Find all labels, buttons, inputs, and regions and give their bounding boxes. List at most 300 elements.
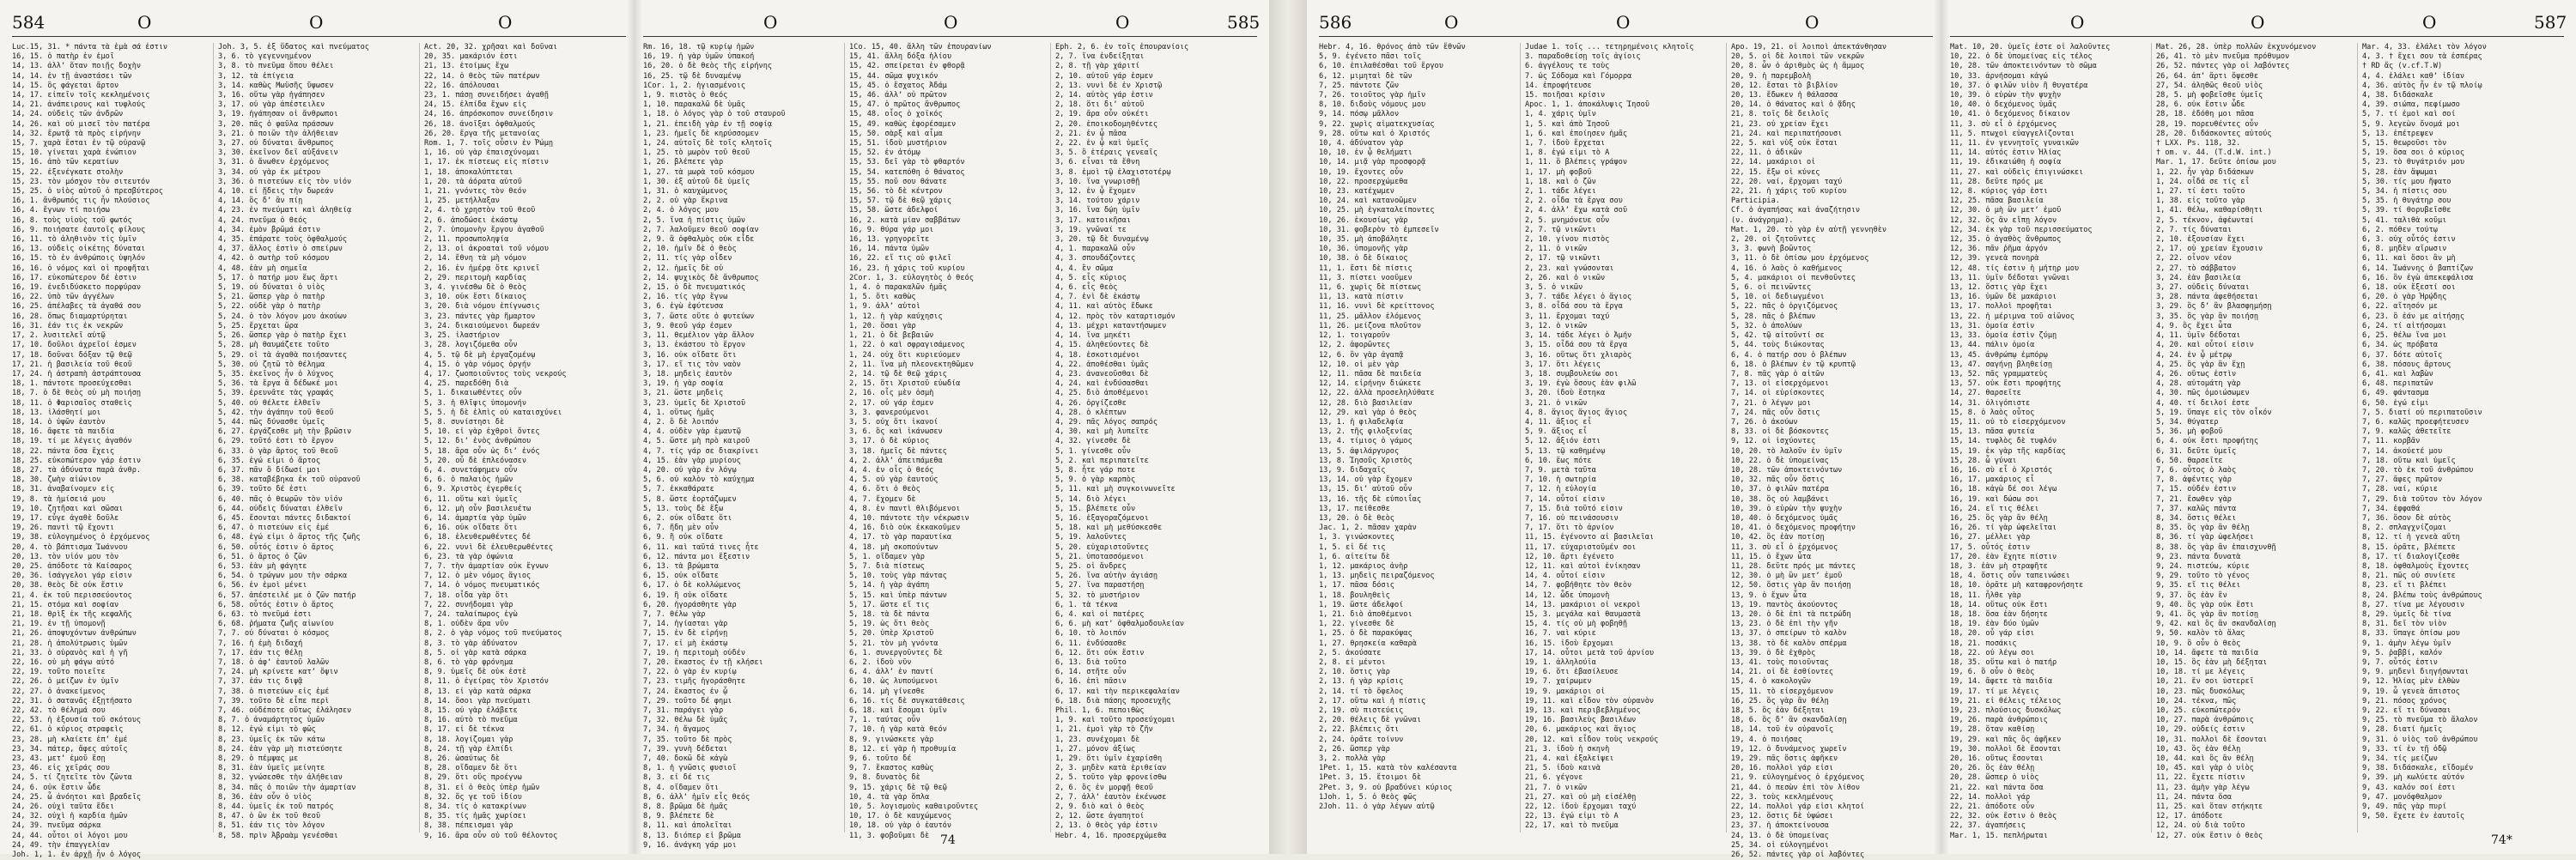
index-entry: 4, 2. ὃ δὲ λοιπόν [643, 417, 719, 427]
index-entry: 8, 24. βλέπω τοὺς ἀνθρώπους [2362, 590, 2482, 600]
index-entry: 2Joh. 11. ὁ γὰρ λέγων αὐτῷ [1319, 802, 1435, 812]
index-entry: 15, 11. τὸ εἰσερχόμενον [1731, 687, 1833, 696]
index-entry: 1, 41. θέλω, καθαρίσθητι [2156, 206, 2263, 215]
index-entry: 20, 12. ἔσται τὸ βιβλίον [1731, 81, 1838, 90]
index-entry: 8, 44. ὑμεῖς ἐκ τοῦ πατρός [218, 802, 334, 812]
index-entry: 2, 10. ἡμῖν δὲ ὁ θεὸς [643, 245, 737, 254]
index-entry: 9, 49. πᾶς γὰρ πυρί [2362, 802, 2447, 812]
index-entry: 10, 32. πᾶς οὖν ὅστις [1731, 475, 1825, 485]
index-entry: 7, 12. ἡ εὐλογία [1525, 485, 1596, 494]
index-entry: 3, 21. ὁ ποιῶν τὴν ἀλήθειαν [218, 129, 338, 138]
index-entry: 22, 31. ὁ σατανᾶς ἐξῃτήσατο [12, 696, 132, 706]
index-entry: 13, 47. σαγήνῃ βληθείσῃ [1950, 360, 2052, 369]
index-entry: 18, 22. οὐ λέγω σοι [1950, 648, 2035, 657]
index-entry: 4, 12. πρὸς τὸν καταρτισμόν [1055, 312, 1176, 321]
index-entry: 6, 49. φάντασμα [2362, 389, 2429, 398]
index-entry: 7, 8. πᾶς γὰρ ὁ αἰτῶν [1731, 369, 1825, 379]
index-entry: 12, 30. ὁ μὴ ὢν μετʼ ἐμοῦ [1731, 572, 1843, 581]
index-entry: 10, 18. τί με λέγεις [2156, 668, 2245, 677]
index-entry: Mat. 1, 20. τὸ γὰρ ἐν αὐτῇ γεννηθὲν [1731, 225, 1887, 234]
index-entry: 15, 44. σῶμα ψυχικόν [849, 71, 939, 81]
index-entry: 16, 25. ἀπέλαβες τὰ ἀγαθά σου [12, 302, 142, 312]
index-entry: 6, 22. νυνὶ δὲ ἐλευθερωθέντες [424, 542, 554, 552]
index-entry: 26, 52. πάντες γὰρ οἱ λαβόντες [2156, 62, 2290, 71]
index-entry: 10, 25. εὐκοπώτερόν [2156, 706, 2241, 716]
index-entry: 5, 25. οἱ ἄνδρες [1055, 561, 1127, 571]
index-entry: 2, 6. ἀποδώσει ἑκάστῳ [424, 215, 518, 225]
index-entry: 8, 9. βλέπετε δὲ [643, 812, 714, 821]
index-entry: 5, 25. ἔρχεται ὥρα [218, 321, 299, 330]
index-entry: 5, 32. ὁ ἀπολύων [1731, 321, 1802, 330]
index-entry: 2, 14. τί τὸ ὄφελος [1319, 687, 1404, 696]
index-entry: 23, 28. μὴ κλαίετε ἐπʼ ἐμέ [12, 735, 128, 744]
index-entry: 7, 10. ἡ σωτηρία [1525, 475, 1596, 485]
index-entry: 3, 8. ἐμοὶ τῷ ἐλαχιστοτέρῳ [1055, 167, 1171, 177]
index-entry: 21, 24. καὶ περιπατήσουσι [1731, 129, 1843, 138]
index-entry: 9, 40. ὃς γὰρ οὐκ ἔστι [2156, 600, 2254, 609]
index-entry: Joh. 3, 5. ἐξ ὕδατος καὶ πνεύματος [218, 43, 369, 51]
index-entry: † LXX. Ps. 118, 32. [2156, 139, 2241, 148]
index-entry: 20, 16. πολλοὶ γάρ εἰσι [1731, 764, 1833, 773]
index-entry: 4, 25. ὃς γὰρ ἂν ἔχῃ [2156, 360, 2245, 369]
index-entry: 21, 23. οὐ χρείαν ἔχει [1731, 119, 1829, 129]
index-entry: 6, 1. συνεργοῦντες δὲ [849, 648, 943, 657]
index-entry: 11, 22. ἔχετε πίστιν [2156, 773, 2245, 783]
index-entry: 4, 11. ὑμῖν δέδοται [2156, 331, 2241, 341]
index-entry: 7, 37. καλῶς πάντα [2156, 504, 2237, 513]
index-entry: 7, 5. διατί οὐ περιπατοῦσιν [2362, 408, 2482, 417]
index-entry: 2, 16. τίς γὰρ ἔγνω [643, 293, 728, 302]
index-entry: 4, 23. ἐν πνεύματι καὶ ἀληθείᾳ [218, 206, 352, 215]
index-entry: 1, 22. γίνεσθε δὲ [1319, 620, 1394, 629]
index-entry: 9, 22. χωρὶς αἱματεκχυσίας [1319, 119, 1435, 129]
index-entry: 3, 20. ἰδοὺ ἕστηκα [1525, 389, 1606, 398]
column-letter: O [1805, 12, 1820, 33]
index-entry: 16, 22. ὑπὸ τῶν ἀγγέλων [12, 293, 114, 302]
index-entry: † om. v. 44. (T.d.W. int.) [2156, 148, 2272, 158]
index-entry: 6, 16. ἐπὶ πᾶσιν [1055, 677, 1127, 687]
index-entry: 13, 16. ὑμῶν δὲ μακάριοι [1950, 293, 2057, 302]
index-entry: 10, 43. ὃς ἐὰν θέλῃ [2156, 744, 2241, 754]
index-entry: 16, 8. τοὺς υἱοὺς τοῦ φωτός [12, 215, 132, 225]
index-entry: 2, 5. μνημόνευε οὖν [1525, 215, 1610, 225]
index-entry: 23, 12. ὅστις δὲ ὑψώσει [1731, 812, 1833, 821]
index-entry: 7, 26. ὁ ἀκούων [1731, 417, 1798, 427]
index-entry: 10, 20. τὸ λαλοῦν ἐν ὑμῖν [1731, 446, 1843, 456]
index-entry: 12, 32. ὃς ἂν εἴπῃ λόγον [1950, 215, 2057, 225]
index-entry: 13, 1. ἡ φιλαδελφία [1319, 417, 1404, 427]
column [1950, 43, 2146, 841]
index-entry: 21, 4. καὶ ἐξαλείψει [1525, 754, 1614, 764]
index-entry: 5, 13. τοὺς δὲ ἔξω [643, 504, 724, 513]
index-entry: 9, 47. μονόφθαλμον [2362, 792, 2443, 802]
index-entry: Apo. 19, 21. οἱ λοιποὶ ἀπεκτάνθησαν [1731, 43, 1887, 51]
index-entry: 8, 27. τίνα με λέγουσιν [2362, 600, 2464, 609]
index-entry: 4, 34. ἐμὸν βρῶμά ἐστιν [218, 225, 320, 234]
index-entry: 6, 12. πάντα μοι ἔξεστιν [643, 552, 750, 561]
index-entry: 18, 10. ὁρᾶτε μὴ καταφρονήσητε [1950, 581, 2084, 590]
index-entry: 6, 4. οὐκ ἔστι προφήτης [2156, 437, 2258, 446]
index-entry: 13, 37. ὁ σπείρων τὸ καλὸν [1731, 629, 1847, 639]
index-entry: 19, 17. τί με λέγεις [1950, 687, 2039, 696]
index-entry: 8, 15. οὐ γὰρ ἐλάβετε [424, 706, 518, 716]
page-585 [635, 0, 1269, 854]
index-entry: 2, 19. ἄρα οὖν οὐκέτι [1055, 110, 1149, 119]
index-entry: 3, 10. ἵνα γνωρισθῇ [1055, 177, 1140, 186]
index-entry: 12, 50. ὅστις γὰρ ἂν ποιήσῃ [1731, 581, 1851, 590]
index-entry: 4, 20. οὐ γὰρ ἐν λόγῳ [643, 465, 737, 475]
index-entry: 3, 20. πᾶς ὁ φαῦλα πράσσων [218, 119, 334, 129]
index-entry: 15, 41. ἄλλη δόξα ἡλίου [849, 52, 951, 62]
index-entry: 18, 5. ὃς ἐὰν δέξηται [1731, 706, 1825, 716]
index-entry: 5, 14. διὸ λέγει [1055, 494, 1127, 504]
index-entry: 1, 20. τὰ ἀόρατα αὐτοῦ [424, 177, 522, 186]
index-entry: 15, 52. ἐν ἀτόμῳ [849, 148, 920, 158]
header-rule [643, 36, 1257, 37]
index-entry: 7, 29. διὰ τοῦτον τὸν λόγον [2362, 494, 2482, 504]
index-entry: 13, 12. ὅστις γὰρ ἔχει [1950, 283, 2048, 293]
index-entry: 5, 22. πᾶς ὁ ὀργιζόμενος [1731, 302, 1838, 312]
index-entry: 6, 17. ὁ δὲ κολλώμενος [643, 581, 741, 590]
index-entry: 4, 22. ἀποθέσθαι ὑμᾶς [1055, 360, 1149, 369]
index-entry: Eph. 2, 6. ἐν τοῖς ἐπουρανίοις [1055, 43, 1189, 51]
index-entry: 1, 10. παρακαλῶ δὲ ὑμᾶς [643, 100, 745, 110]
index-entry: 15, 50. σὰρξ καὶ αἷμα [849, 129, 943, 138]
index-entry: 9, 12. οἱ ἰσχύοντες [1731, 437, 1816, 446]
index-entry: 9, 42. καὶ ὃς ἂν σκανδαλίσῃ [2156, 620, 2276, 629]
index-entry: 2, 10. ὅστις γὰρ [1319, 668, 1390, 677]
index-entry: 1, 27. μόνον ἀξίως [1055, 744, 1136, 754]
index-entry: 5, 11. καὶ μὴ συγκοινωνεῖτε [1055, 485, 1176, 494]
index-entry: 10, 23. κατέχωμεν [1319, 187, 1394, 197]
index-entry: 5, 9. λεγεὼν ὄνομά μοι [2362, 119, 2460, 129]
index-entry: 4, 26. ὀργίζεσθε [1055, 398, 1127, 408]
index-entry: 5, 19. ὕπαγε εἰς τὸν οἶκόν [2156, 408, 2272, 417]
index-entry: 18, 16. ἄφετε τὰ παιδία [12, 427, 114, 437]
index-entry: 7, 34. ἐφφαθά [2362, 504, 2421, 513]
index-entry: 2, 14. ἔθνη τὰ μὴ νόμον [424, 254, 526, 263]
page-header [1941, 12, 2576, 34]
index-entry: 2, 17. τῷ νικῶντι [1525, 254, 1601, 263]
index-entry: 9, 43. καλόν σοί ἐστι [2362, 783, 2456, 792]
index-entry: 11, 3. φοβοῦμαι δὲ [849, 831, 930, 840]
index-entry: 14, 24. οὐδεὶς τῶν ἀνδρῶν [12, 110, 124, 119]
index-entry: 16, 9. θύρα γάρ μοι [849, 225, 934, 234]
index-entry: 11, 3. σὺ εἶ ὁ ἐρχόμενος [1731, 542, 1838, 552]
index-entry: 6, 16. οὐκ οἴδατε ὅτι [424, 524, 518, 533]
index-entry: 4, 17. ζωοποιοῦντος τοὺς νεκρούς [424, 369, 567, 379]
index-entry: 10, 10. ἐν ᾧ θελήματι [1319, 148, 1413, 158]
index-entry: 7, 14. ἀκούετέ μου [2362, 446, 2443, 456]
index-entry: 17, 14. οὗτοι μετὰ τοῦ ἀρνίου [1525, 648, 1655, 657]
index-entry: 1, 25. τὸ μωρὸν τοῦ θεοῦ [643, 148, 750, 158]
index-entry: 1, 11. ὃ βλέπεις γράψον [1525, 158, 1627, 167]
index-entry: 6, 14. ἁμαρτία γὰρ ὑμῶν [424, 513, 526, 523]
index-entry: 13, 33. ὁμοία ἐστὶν ζύμῃ [1950, 331, 2057, 341]
index-entry: 1, 21. γνόντες τὸν θεόν [424, 187, 526, 197]
index-entry: 1Pet. 1, 15. κατὰ τὸν καλέσαντα [1319, 764, 1457, 773]
index-entry: 8, 2. ὁ γὰρ νόμος τοῦ πνεύματος [424, 629, 562, 639]
index-entry: 7. ὡς Σόδομα καὶ Γόμορρα [1525, 71, 1632, 81]
index-entry: 3, 17. οὐ γὰρ ἀπέστειλεν [218, 100, 325, 110]
index-entry: 2, 16. ἐν ἡμέρᾳ ὅτε κρινεῖ [424, 263, 540, 273]
index-entry: 6, 11. καὶ ὅσοι ἂν μὴ [2362, 254, 2456, 263]
index-entry: 9, 37. ὃς ἐὰν ἓν [2156, 590, 2227, 600]
index-entry: 15, 56. τὸ δὲ κέντρον [849, 187, 943, 197]
column-letter: O [2422, 12, 2437, 33]
index-entry: 4, 17. τὸ γὰρ παραυτίκα [849, 533, 951, 542]
index-entry: 8, 9. γινώσκετε γὰρ [849, 735, 934, 744]
index-entry: 8, 21. πῶς οὐ συνίετε [2362, 572, 2456, 581]
index-entry: 10, 23. πῶς δυσκόλως [2156, 687, 2245, 696]
index-entry: 5, 28. μὴ θαυμάζετε τοῦτο [218, 341, 330, 350]
index-entry: 5, 42. τῷ αἰτοῦντί σε [1731, 331, 1825, 341]
page-586 [1307, 0, 1941, 860]
index-entry: 11, 24. πάντα ὅσα [2156, 792, 2232, 802]
index-entry: 16, 18. κἀγὼ δέ σοι λέγω [1950, 485, 2057, 494]
index-entry: 22, 5. καὶ νὺξ οὐκ ἔσται [1731, 139, 1838, 148]
index-entry: 13, 22. ἡ μέριμνα τοῦ αἰῶνος [1950, 312, 2075, 321]
index-entry: 19, 26. παντὶ τῷ ἔχοντι [12, 524, 114, 533]
index-entry: 5, 36. τὰ ἔργα ἃ δέδωκέ μοι [218, 379, 338, 389]
index-entry: 15, 49. καθὼς ἐφορέσαμεν [849, 119, 957, 129]
index-entry: 2, 17. οὕτω καὶ ἡ πίστις [1319, 696, 1426, 706]
index-entry: 4, 7. ἑνὶ δὲ ἑκάστῳ [1055, 293, 1140, 302]
index-entry: 1, 29. ὅτι ὑμῖν ἐχαρίσθη [1055, 754, 1163, 764]
index-entry: 3, 24. ἐὰν βασιλεία [2156, 273, 2241, 282]
index-entry: 27, 54. ἀληθῶς θεοῦ υἱὸς [2156, 81, 2263, 90]
index-entry: 6, 18. διὰ πάσης προσευχῆς [1055, 696, 1171, 706]
index-entry: 9, 16. ἀνάγκη γάρ μοι [643, 840, 737, 850]
index-entry: 7, 24. μὴ κρίνετε κατʼ ὄψιν [218, 668, 338, 677]
index-entry: 13, 17. πείθεσθε [1319, 504, 1390, 513]
index-entry: 18, 27. τὰ ἀδύνατα παρὰ ἀνθρ. [12, 465, 142, 475]
index-entry: 24, 26. οὐχὶ ταῦτα ἔδει [12, 802, 114, 812]
index-entry: 11, 15. ὁ ἔχων ὦτα [1731, 552, 1812, 561]
index-entry: 10, 15. ὃς ἐὰν μὴ δέξηται [2156, 658, 2268, 667]
index-entry: 6, 10. ὡς λυπούμενοι [849, 677, 939, 687]
index-entry: 28, 20. διδάσκοντες αὐτούς [2156, 129, 2272, 138]
index-entry: 5, 7. ἐκκαθάρατε [643, 485, 714, 494]
index-entry: 5, 8. συνίστησι δὲ [424, 417, 505, 427]
index-entry: 2, 10. αὐτοῦ γάρ ἐσμεν [1055, 71, 1153, 81]
index-entry: 3, 19. ἠγάπησαν οἱ ἄνθρωποι [218, 110, 338, 119]
index-entry: 4, 24. ἐν ᾧ μέτρῳ [2156, 350, 2232, 360]
index-entry: 3, 13. ἑκάστου τὸ ἔργον [643, 341, 745, 350]
index-entry: 10, 38. ὃς οὐ λαμβάνει [1731, 494, 1829, 504]
index-entry: 19, 1. ἀλληλούϊα [1525, 658, 1596, 667]
index-entry: 5, 19. ὅσα σοι ὁ κύριος [2362, 148, 2464, 158]
index-entry: 2, 4. ἀλλʼ ἔχω κατὰ σοῦ [1525, 206, 1627, 215]
index-entry: 11, 3. σὺ εἶ ὁ ἐρχόμενος [1950, 119, 2057, 129]
index-entry: 1, 17. πᾶσα δόσις [1319, 581, 1394, 590]
index-entry: 11, 28. δεῦτε πρός με πάντες [1731, 561, 1856, 571]
index-entry: 4, 4. οὐδὲν γὰρ ἐμαυτῷ [643, 427, 741, 437]
column [2362, 43, 2565, 841]
index-entry: 19, 8. τὰ ἡμίσειά μου [12, 494, 106, 504]
index-entry: 2, 21. ἐν ᾧ πᾶσα [1055, 129, 1127, 138]
index-entry: 1, 31. ὁ καυχώμενος [643, 187, 728, 197]
index-entry: 13, 44. πάλιν ὁμοία [1950, 341, 2035, 350]
index-entry: 7, 32. θέλω δὲ ὑμᾶς [643, 716, 728, 725]
index-entry: 5, 28. πᾶς ὁ βλέπων [1731, 312, 1816, 321]
index-entry: Mar. 1, 17. δεῦτε ὀπίσω μου [2156, 158, 2276, 167]
index-entry: 15, 4. ὁ κακολογῶν [1731, 677, 1812, 687]
index-entry: 6, 40. πᾶς ὁ θεωρῶν τὸν υἱόν [218, 494, 343, 504]
index-entry: 13, 11. ὑμῖν δέδοται γνῶναι [1950, 273, 2070, 282]
index-entry: Mar. 4, 33. ἐλάλει τὸν λόγον [2362, 43, 2487, 51]
index-entry: 9, 35. εἴ τις θέλει [2156, 581, 2241, 590]
index-entry: 10, 36. ὑπομονῆς γὰρ [1319, 245, 1408, 254]
index-entry: 4, 48. ἐὰν μὴ σημεῖα [218, 263, 307, 273]
index-entry: 5, 16. ἐξαγοραζόμενοι [1055, 513, 1149, 523]
index-entry: 16, 25. τῷ δὲ δυναμένῳ [643, 71, 741, 81]
index-entry: 5, 12. διʼ ἑνὸς ἀνθρώπου [424, 437, 532, 446]
index-entry: 6, 18. καὶ ἔσομαι ὑμῖν [849, 706, 947, 716]
index-entry: 3, 4. γινέσθω δὲ ὁ θεὸς [424, 283, 526, 293]
index-entry: 3, 16. οὕτως ὅτι χλιαρὸς [1525, 350, 1632, 360]
index-entry: 1, 38. εἰς τοῦτο γὰρ [2156, 197, 2245, 206]
index-entry: 2, 13. ὁ θεὸς γάρ ἐστιν [1055, 821, 1157, 831]
index-entry: 8, 58. πρὶν Ἀβραὰμ γενέσθαι [218, 831, 338, 840]
index-entry: 15, 14. τυφλὸς δὲ τυφλόν [1950, 437, 2057, 446]
index-entry: 11, 23. ἀμὴν γὰρ λέγω [2156, 783, 2250, 792]
index-entry: 8, 6. τὸ γὰρ φρόνημα [424, 658, 513, 667]
signature-mark: 74 [940, 833, 956, 847]
column-divider [1520, 43, 1521, 833]
index-entry: Cf. ὁ ἀγαπήσας καὶ ἀναζήτησιν [1731, 206, 1861, 215]
index-entry: 3, 20. διὰ νόμου ἐπίγνωσις [424, 302, 540, 312]
index-entry: 8, 32. γνώσεσθε τὴν ἀλήθειαν [218, 773, 343, 783]
index-entry: 16, 17. μακάριος εἶ [1950, 475, 2035, 485]
index-entry: 6, 11. οὕτω καὶ ὑμεῖς [424, 494, 518, 504]
column-divider [213, 43, 214, 833]
column-divider [2151, 43, 2152, 833]
index-entry: 10, 45. καὶ γὰρ ὁ υἱὸς [2156, 764, 2254, 773]
index-entry: 28, 6. οὐκ ἔστιν ὧδε [2156, 100, 2245, 110]
index-entry: 4, 14. ὃς δʼ ἂν πίῃ [218, 197, 303, 206]
index-entry: 6, 68. ῥήματα ζωῆς αἰωνίου [218, 620, 334, 629]
index-entry: 5, 21. ὑποτασσόμενοι [1055, 552, 1145, 561]
index-entry: 13, 14. οὐ γὰρ ἔχομεν [1319, 475, 1413, 485]
page-header [1307, 12, 1941, 34]
column-divider [844, 43, 845, 833]
index-entry: 5, 19. λαλοῦντες [1055, 533, 1127, 542]
index-entry: 16, 31. ἐάν τις ἐκ νεκρῶν [12, 321, 124, 330]
index-entry: 21, 5. ἰδοὺ καινὰ [1525, 764, 1601, 773]
index-entry: 16, 7. ναὶ κύριε [1525, 629, 1596, 639]
index-entry: 14, 17. εἰπεῖν τοῖς κεκλημένοις [12, 91, 150, 100]
index-entry: 6, 4. ὁ πατήρ σου ὁ βλέπων [1731, 350, 1847, 360]
index-entry: 3, 23. πάντες γὰρ ἥμαρτον [424, 312, 536, 321]
index-entry: 12, 10. ἄρτι ἐγένετο [1525, 552, 1614, 561]
index-entry: 4, 16. διὸ οὐκ ἐκκακοῦμεν [849, 524, 961, 533]
index-entry: 28, 18. ἐδόθη μοι πᾶσα [2156, 110, 2254, 119]
index-entry: 1, 18. ὁ λόγος γὰρ ὁ τοῦ σταυροῦ [643, 110, 786, 119]
index-entry: 19, 29. καὶ πᾶς ὃς ἀφῆκεν [1950, 735, 2062, 744]
index-entry: 4, 10. εἰ ᾔδεις τὴν δωρεάν [218, 187, 334, 197]
index-entry: 28, 19. πορευθέντες οὖν [2156, 119, 2258, 129]
index-entry: 7, 17. ἐάν τις θέλῃ [218, 648, 303, 657]
index-entry: 2, 15. ὁ δὲ πνευματικός [643, 283, 745, 293]
index-entry: 7, 16. ἡ ἐμὴ διδαχή [218, 639, 303, 648]
index-entry: 4, 18. μὴ σκοπούντων [849, 542, 939, 552]
index-entry: 4, 6. εἷς θεὸς [1055, 283, 1118, 293]
index-entry: 22, 42. τὸ θέλημά σου [12, 706, 106, 716]
index-entry: Luc.15, 31. * πάντα τὰ ἐμὰ σά ἐστιν [12, 43, 168, 51]
index-entry: 2, 14. αὐτὸς γάρ ἐστιν [1055, 91, 1153, 100]
index-entry: 19, 12. ὁ δυνάμενος χωρεῖν [1731, 744, 1847, 754]
index-entry: 15, 47. ὁ πρῶτος ἄνθρωπος [849, 100, 961, 110]
index-entry: 10, 37. ὁ φιλῶν πατέρα [1731, 485, 1829, 494]
index-entry: 6, 3. οὐχ οὗτός ἐστιν [2362, 235, 2456, 245]
index-entry: 3, 19. ἐγὼ ὅσους ἐὰν φιλῶ [1525, 379, 1637, 389]
index-entry: 16, 4. ἔγνων τί ποιήσω [12, 206, 110, 215]
index-entry: 5, 24. ὁ τὸν λόγον μου ἀκούων [218, 312, 348, 321]
index-entry: 2, 9. ἃ ὀφθαλμὸς οὐκ εἶδε [643, 235, 755, 245]
index-entry: 6, 54. ὁ τρώγων μου τὴν σάρκα [218, 572, 348, 581]
index-entry: 2, 2. οἶδα τὰ ἔργα σου [1525, 197, 1623, 206]
index-entry: 3, 6. ὃς καὶ ἱκάνωσεν [849, 427, 943, 437]
index-entry: 9, 23. πάντα δυνατὰ [2156, 552, 2241, 561]
index-entry: 22, 26. ὁ μείζων ἐν ὑμῖν [12, 677, 119, 687]
index-entry: 12, 34. ἐκ γὰρ τοῦ περισσεύματος [1950, 225, 2093, 234]
index-entry: 5, 2. καὶ περιπατεῖτε [1055, 456, 1149, 465]
index-entry: 6, 19. ἢ οὐκ οἴδατε [643, 590, 728, 600]
index-entry: 2, 4. τὸ χρηστὸν τοῦ θεοῦ [424, 206, 536, 215]
index-entry: Phil. 1, 6. πεποιθὼς [1055, 706, 1145, 716]
index-entry: 5, 39. ἐρευνᾶτε τὰς γραφάς [218, 389, 334, 398]
index-entry: 19, 38. εὐλογημένος ὁ ἐρχόμενος [12, 533, 150, 542]
index-entry: 7, 24. πᾶς οὖν ὅστις [1731, 408, 1820, 417]
index-entry: 22, 16. ἀπόλουσαι [424, 81, 500, 90]
index-entry: 12, 6. ὃν γὰρ ἀγαπᾷ [1319, 350, 1404, 360]
index-entry: 2, 26. ὥσπερ γὰρ [1319, 744, 1390, 754]
column [1731, 43, 1934, 860]
index-entry: 12, 29. καὶ γὰρ ὁ θεὸς [1319, 408, 1417, 417]
index-entry: 5, 26. ὥσπερ γὰρ ὁ πατὴρ ἔχει [218, 331, 348, 341]
index-entry: 8, 13. εἰ γὰρ κατὰ σάρκα [424, 687, 532, 696]
index-entry: 15, 8. ὁ λαὸς οὗτος [1950, 408, 2035, 417]
index-entry: 16, 25. ὃς γὰρ ἂν θέλῃ [1731, 696, 1829, 706]
index-entry: 5, 40. οὐ θέλετε ἐλθεῖν [218, 398, 320, 408]
index-entry: 1, 9. ἀλλʼ αὐτοὶ [849, 302, 920, 312]
page-584 [0, 0, 635, 860]
index-entry: Apoc. 1, 1. ἀποκάλυψις Ἰησοῦ [1525, 100, 1649, 110]
index-entry: 10, 18. οὐ γὰρ ὁ ἑαυτόν [849, 821, 951, 831]
index-entry: 4, 10. πάντοτε τὴν νέκρωσιν [849, 513, 969, 523]
index-entry: 24, 15. ἐλπίδα ἔχων εἰς [424, 100, 526, 110]
index-entry: 1, 19. ὥστε ἀδελφοί [1319, 600, 1404, 609]
index-entry: 5, 21. ὥσπερ γὰρ ὁ πατὴρ [218, 293, 325, 302]
index-entry: 11, 1. ἔστι δὲ πίστις [1319, 263, 1413, 273]
index-entry: 8, 36. ἐὰν οὖν ὁ υἱὸς [218, 792, 312, 802]
index-entry: 6, 44. οὐδεὶς δύναται ἐλθεῖν [218, 504, 343, 513]
index-entry: 9, 41. ὃς γὰρ ἂν ποτίσῃ [2156, 609, 2258, 619]
index-entry: 21, 28. ἡ ἀπολύτρωσις ὑμῶν [12, 639, 128, 648]
index-entry: 6, 10. ἐπιλαθέσθαι τοῦ ἔργου [1319, 62, 1443, 71]
index-entry: 8, 7. ὁ ἀναμάρτητος ὑμῶν [218, 716, 325, 725]
index-entry: 11, 25. μᾶλλον ἑλόμενος [1319, 312, 1421, 321]
index-entry: 7, 1. ταύτας οὖν [849, 716, 920, 725]
index-entry: 22, 14. μακάριοι οἱ [1731, 158, 1816, 167]
page-number: 584 [12, 12, 46, 33]
index-entry: 22, 32. οὐκ ἔστιν ὁ θεὸς [1950, 812, 2057, 821]
index-entry: 7, 31. παράγει γὰρ [643, 706, 724, 716]
index-entry: 21, 15. στόμα καὶ σοφίαν [12, 600, 119, 609]
index-entry: 4, 18. ἐσκοτισμένοι [1055, 350, 1140, 360]
index-entry: 5, 44. πῶς δύνασθε ὑμεῖς [218, 417, 325, 427]
